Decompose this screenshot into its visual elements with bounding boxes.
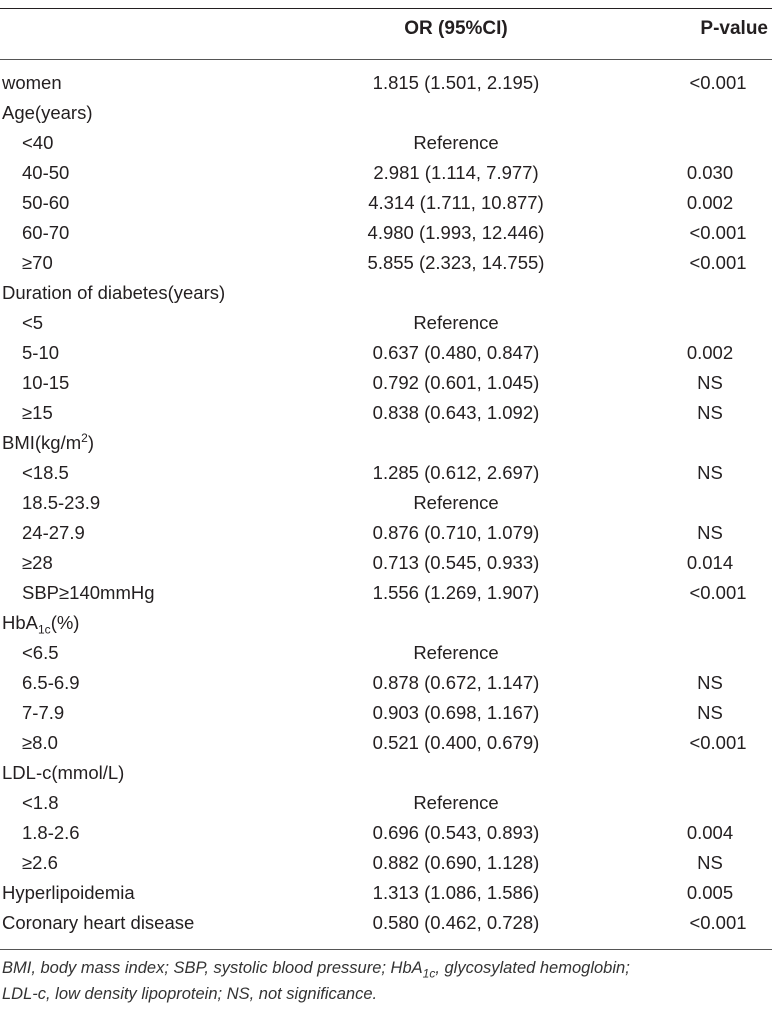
footnote-subscript: 1c bbox=[422, 966, 436, 981]
row-p-value: NS bbox=[697, 672, 723, 693]
row-p-value: NS bbox=[697, 462, 723, 483]
row-label-text: 1.8-2.6 bbox=[22, 822, 80, 843]
row-label bbox=[22, 458, 69, 488]
row-or-ci: 0.713 (0.545, 0.933) bbox=[372, 552, 540, 573]
row-or-ci: 0.521 (0.400, 0.679) bbox=[372, 732, 540, 753]
row-label bbox=[22, 518, 85, 548]
row-label bbox=[22, 368, 69, 398]
row-label-text: 40-50 bbox=[22, 162, 70, 183]
row-label-text: 5-10 bbox=[22, 342, 60, 363]
row-label bbox=[22, 728, 58, 758]
table-footnote bbox=[2, 955, 770, 1007]
header-rule bbox=[0, 59, 772, 60]
row-p-value: 0.002 bbox=[686, 192, 734, 213]
row-p-value: <0.001 bbox=[689, 72, 747, 93]
row-label-text: ≥15 bbox=[22, 402, 53, 423]
row-label bbox=[22, 668, 80, 698]
row-p-value: 0.014 bbox=[686, 552, 734, 573]
footnote-text: , glycosylated hemoglobin; bbox=[435, 959, 630, 977]
row-or-ci: 0.838 (0.643, 1.092) bbox=[372, 402, 540, 423]
row-label-text: 24-27.9 bbox=[22, 522, 85, 543]
table-row bbox=[0, 548, 772, 578]
row-p-value: <0.001 bbox=[689, 222, 747, 243]
table-header bbox=[0, 14, 772, 48]
row-label-text: 50-60 bbox=[22, 192, 70, 213]
row-label-text: 60-70 bbox=[22, 222, 70, 243]
row-label-text: <1.8 bbox=[22, 792, 59, 813]
row-or-ci: 2.981 (1.114, 7.977) bbox=[373, 162, 539, 183]
row-p-value: <0.001 bbox=[689, 582, 747, 603]
row-p-value: 0.005 bbox=[686, 882, 734, 903]
row-p-value: <0.001 bbox=[689, 732, 747, 753]
row-label bbox=[22, 698, 64, 728]
row-or-ci: 5.855 (2.323, 14.755) bbox=[367, 252, 545, 273]
table-row bbox=[0, 578, 772, 608]
table-row bbox=[0, 878, 772, 908]
row-label-text: SBP≥140mmHg bbox=[22, 582, 155, 603]
table-row bbox=[0, 458, 772, 488]
row-p-value: NS bbox=[697, 372, 723, 393]
table-row bbox=[0, 128, 772, 158]
row-label-superscript: 2 bbox=[81, 430, 88, 445]
table-bottom-rule bbox=[0, 949, 772, 950]
row-or-ci: Reference bbox=[413, 312, 499, 333]
row-or-ci: 0.580 (0.462, 0.728) bbox=[372, 912, 540, 933]
row-or-ci: Reference bbox=[413, 132, 499, 153]
table-row bbox=[0, 728, 772, 758]
row-label bbox=[22, 158, 69, 188]
table-row bbox=[0, 518, 772, 548]
row-label-tail: (%) bbox=[50, 612, 80, 633]
row-label-text: 7-7.9 bbox=[22, 702, 65, 723]
row-or-ci: 1.556 (1.269, 1.907) bbox=[372, 582, 540, 603]
row-label-text: <5 bbox=[22, 312, 44, 333]
row-label-text: 18.5-23.9 bbox=[22, 492, 101, 513]
table-row bbox=[0, 158, 772, 188]
table-row bbox=[0, 788, 772, 818]
row-p-value: 0.004 bbox=[686, 822, 734, 843]
row-label-text: HbA bbox=[2, 612, 38, 633]
row-or-ci: 4.314 (1.711, 10.877) bbox=[368, 192, 544, 213]
row-or-ci: Reference bbox=[413, 492, 499, 513]
table-top-rule bbox=[0, 8, 772, 9]
table-row bbox=[0, 218, 772, 248]
row-label-text: women bbox=[2, 72, 62, 93]
row-label bbox=[2, 68, 62, 98]
row-p-value: NS bbox=[697, 522, 723, 543]
row-label bbox=[22, 578, 155, 608]
table-row bbox=[0, 608, 772, 638]
row-label-text: ≥70 bbox=[22, 252, 53, 273]
row-label bbox=[2, 908, 194, 938]
table-row bbox=[0, 908, 772, 938]
row-label bbox=[22, 788, 59, 818]
row-label-text: Coronary heart disease bbox=[2, 912, 195, 933]
table-body bbox=[0, 68, 772, 938]
table-row bbox=[0, 428, 772, 458]
table-row bbox=[0, 368, 772, 398]
row-or-ci: 0.792 (0.601, 1.045) bbox=[372, 372, 540, 393]
row-or-ci: 0.696 (0.543, 0.893) bbox=[372, 822, 540, 843]
row-label-text: 6.5-6.9 bbox=[22, 672, 80, 693]
row-or-ci: 1.313 (1.086, 1.586) bbox=[372, 882, 540, 903]
header-or-ci: OR (95%CI) bbox=[404, 18, 508, 39]
footnote-line-1 bbox=[2, 955, 770, 981]
row-label-text: BMI(kg/m bbox=[2, 432, 82, 453]
row-or-ci: 0.876 (0.710, 1.079) bbox=[372, 522, 540, 543]
row-or-ci: 0.882 (0.690, 1.128) bbox=[372, 852, 540, 873]
row-label bbox=[22, 818, 80, 848]
row-or-ci: 1.285 (0.612, 2.697) bbox=[372, 462, 540, 483]
row-label bbox=[22, 128, 53, 158]
row-label bbox=[22, 548, 53, 578]
table-row bbox=[0, 338, 772, 368]
row-label-text: LDL-c(mmol/L) bbox=[2, 762, 125, 783]
row-label-text: <18.5 bbox=[22, 462, 69, 483]
header-p-value: P-value bbox=[700, 18, 768, 39]
row-p-value: NS bbox=[697, 402, 723, 423]
row-or-ci: 1.815 (1.501, 2.195) bbox=[372, 72, 540, 93]
row-p-value: 0.002 bbox=[686, 342, 734, 363]
row-label bbox=[22, 188, 69, 218]
row-label-text: Age(years) bbox=[2, 102, 93, 123]
row-label bbox=[22, 218, 69, 248]
row-label bbox=[22, 248, 53, 278]
row-or-ci: 0.878 (0.672, 1.147) bbox=[372, 672, 540, 693]
row-label-subscript: 1c bbox=[38, 622, 51, 637]
row-label-text: 10-15 bbox=[22, 372, 70, 393]
row-label bbox=[2, 428, 94, 458]
table-row bbox=[0, 848, 772, 878]
row-label-text: ≥8.0 bbox=[22, 732, 58, 753]
row-label-text: Duration of diabetes(years) bbox=[2, 282, 226, 303]
table-row bbox=[0, 698, 772, 728]
table-row bbox=[0, 398, 772, 428]
row-label-text: <6.5 bbox=[22, 642, 59, 663]
row-label bbox=[2, 608, 79, 638]
footnote-text: BMI, body mass index; SBP, systolic blood pressure; HbA bbox=[2, 959, 423, 977]
row-label bbox=[2, 758, 124, 788]
row-label bbox=[22, 338, 59, 368]
table-row bbox=[0, 488, 772, 518]
table-row bbox=[0, 308, 772, 338]
row-or-ci: Reference bbox=[413, 642, 499, 663]
row-label bbox=[22, 398, 53, 428]
row-label bbox=[22, 308, 43, 338]
table-row bbox=[0, 248, 772, 278]
row-p-value: NS bbox=[697, 852, 723, 873]
row-label bbox=[22, 848, 58, 878]
table-row bbox=[0, 668, 772, 698]
row-or-ci: 0.903 (0.698, 1.167) bbox=[372, 702, 540, 723]
table-row bbox=[0, 188, 772, 218]
row-label bbox=[22, 488, 100, 518]
row-p-value: <0.001 bbox=[689, 252, 747, 273]
row-label-text: ≥2.6 bbox=[22, 852, 58, 873]
row-p-value: 0.030 bbox=[686, 162, 734, 183]
table-row bbox=[0, 638, 772, 668]
table-row bbox=[0, 758, 772, 788]
footnote-line-2: LDL-c, low density lipoprotein; NS, not significance. bbox=[2, 985, 378, 1003]
row-label-text: <40 bbox=[22, 132, 54, 153]
row-label-text: Hyperlipoidemia bbox=[2, 882, 135, 903]
row-label bbox=[2, 278, 225, 308]
row-or-ci: 0.637 (0.480, 0.847) bbox=[372, 342, 540, 363]
row-label bbox=[22, 638, 59, 668]
row-label bbox=[2, 878, 135, 908]
table-row bbox=[0, 818, 772, 848]
table-row bbox=[0, 68, 772, 98]
table-row bbox=[0, 98, 772, 128]
row-or-ci: 4.980 (1.993, 12.446) bbox=[367, 222, 545, 243]
row-label bbox=[2, 98, 92, 128]
row-or-ci: Reference bbox=[413, 792, 499, 813]
row-p-value: NS bbox=[697, 702, 723, 723]
row-label-tail: ) bbox=[87, 432, 94, 453]
table-row bbox=[0, 278, 772, 308]
row-label-text: ≥28 bbox=[22, 552, 53, 573]
row-p-value: <0.001 bbox=[689, 912, 747, 933]
